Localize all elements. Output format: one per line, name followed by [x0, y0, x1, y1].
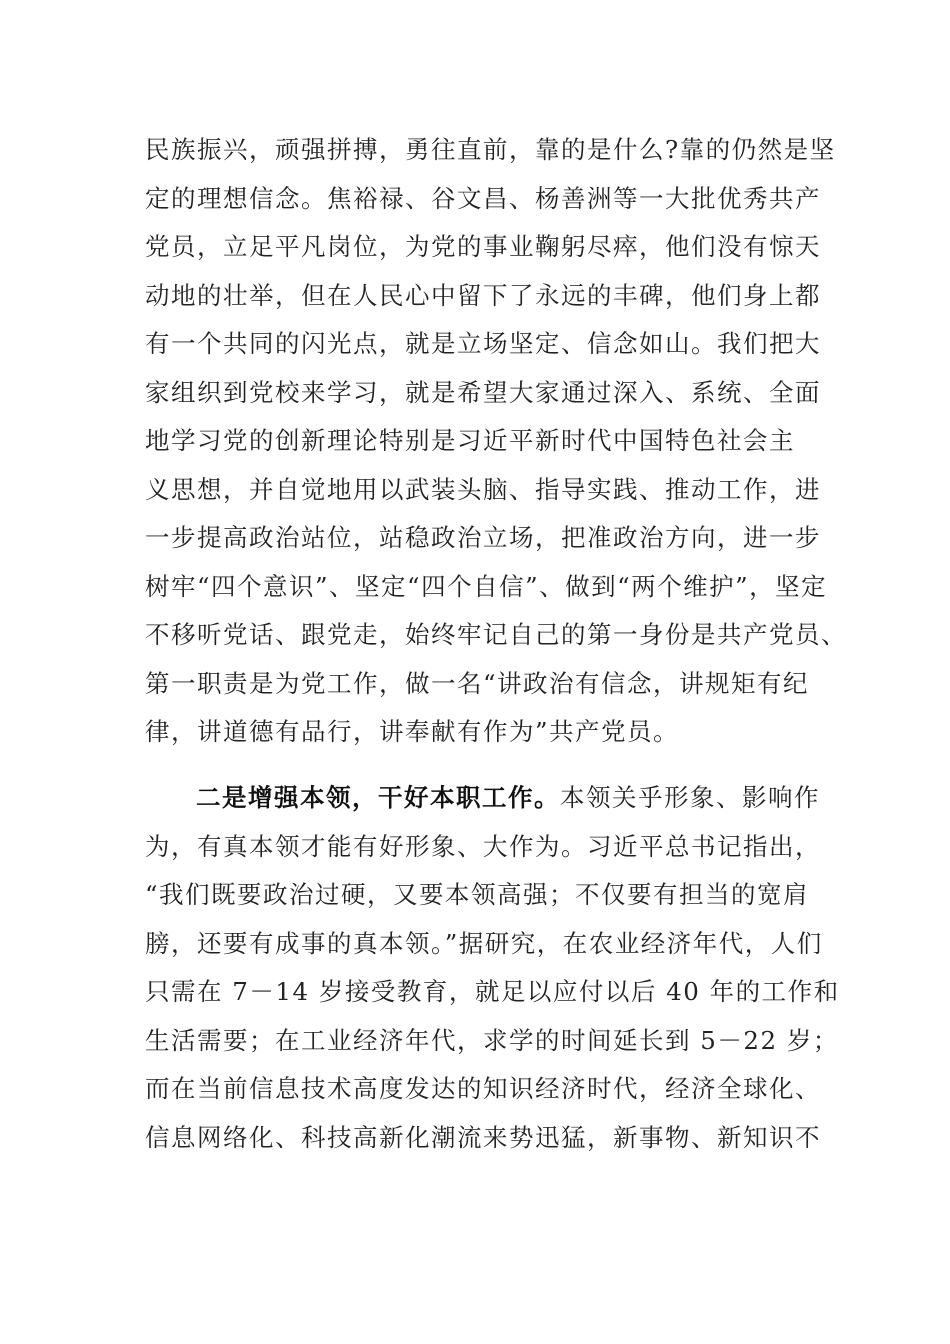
text-line: 树牢“四个意识”、坚定“四个自信”、做到“两个维护”，坚定: [145, 571, 828, 601]
text-line: 为，有真本领才能有好形象、大作为。习近平总书记指出，: [145, 831, 821, 861]
text-line: 地学习党的创新理论特别是习近平新时代中国特色社会主: [145, 426, 795, 455]
text-line: “我们既要政治过硬，又要本领高强；不仅要有担当的宽肩: [145, 880, 810, 909]
text-line: 膀，还要有成事的真本领。”据研究，在农业经济年代，人们: [145, 928, 823, 958]
text-line: 义思想，并自觉地用以武装头脑、指导实践、推动工作，进: [145, 474, 821, 504]
section-lead-heading: 二是增强本领，干好本职工作。: [196, 783, 560, 812]
text-line: 而在当前信息技术高度发达的知识经济时代，经济全球化、: [145, 1074, 821, 1103]
text-line: 党员，立足平凡岗位，为党的事业鞠躬尽瘁，他们没有惊天: [145, 232, 821, 261]
text-line: 民族振兴，顽强拼搏，勇往直前，靠的是什么?靠的仍然是坚: [145, 135, 836, 164]
text-line: 信息网络化、科技高新化潮流来势迅猛，新事物、新知识不: [145, 1122, 821, 1152]
text-line: 第一职责是为党工作，做一名“讲政治有信念，讲规矩有纪: [145, 668, 810, 698]
text-line: 定的理想信念。焦裕禄、谷文昌、杨善洲等一大批优秀共产: [145, 183, 821, 213]
text-line: 动地的壮举，但在人民心中留下了永远的丰碑，他们身上都: [145, 280, 821, 310]
text-line: 生活需要；在工业经济年代，求学的时间延长到 5－22 岁；: [145, 1025, 839, 1055]
text-line: 不移听党话、跟党走，始终牢记自己的第一身份是共产党员、: [145, 620, 847, 649]
paragraph-ideals-belief: [145, 126, 847, 757]
text-line-first: [145, 774, 825, 823]
text-line: 只需在 7－14 岁接受教育，就足以应付以后 40 年的工作和: [145, 977, 840, 1006]
text-line: 有一个共同的闪光点，就是立场坚定、信念如山。我们把大: [145, 329, 821, 358]
text-line: 一步提高政治站位，站稳政治立场，把准政治方向，进一步: [145, 523, 821, 552]
lead-line-rest: 本领关乎形象、影响作: [560, 783, 820, 812]
paragraph-enhance-skills: [145, 774, 840, 1162]
text-line: 家组织到党校来学习，就是希望大家通过深入、系统、全面: [145, 377, 821, 407]
text-line: 律，讲道德有品行，讲奉献有作为”共产党员。: [145, 717, 680, 746]
